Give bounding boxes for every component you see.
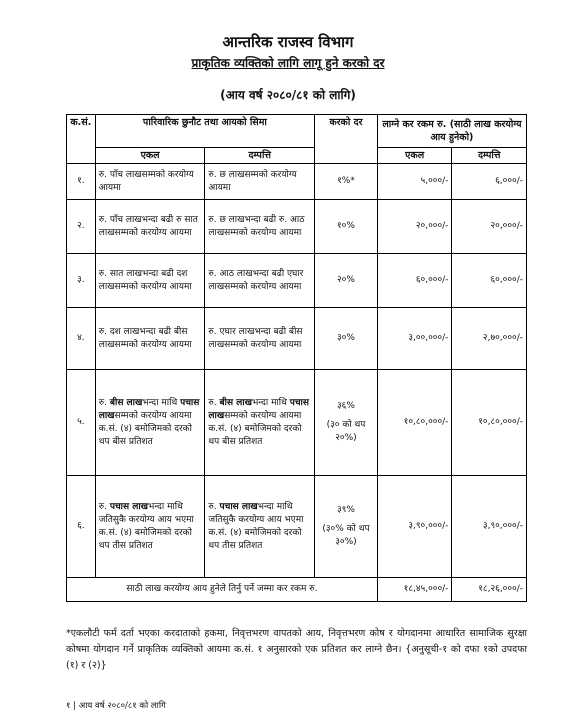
text: भन्दा माथि जतिसुकै करयोग्य आय भएमा क.सं. (४) बमोजिमको दरको थप तीस प्रतिशत bbox=[208, 501, 304, 551]
subheader-single-amount: एकल bbox=[377, 148, 452, 164]
total-row bbox=[67, 578, 527, 602]
row-single-amount: ३,००,०००/- bbox=[377, 308, 452, 370]
col-header-payable: लाग्ने कर रकम रु. (साठी लाख करयोग्य आय हुनेको) bbox=[377, 115, 526, 148]
bold-text: बीस लाख bbox=[219, 397, 252, 408]
row-couple-limit: रु. आठ लाखभन्दा बढी एघार लाखसम्मको करयोग्य आयमा bbox=[205, 254, 315, 308]
row-couple-limit: रु. छ लाखभन्दा बढी रु. आठ लाखसम्मको करयोग्य आयमा bbox=[205, 200, 315, 254]
subheader-couple: दम्पत्ति bbox=[205, 148, 315, 164]
table-row bbox=[67, 200, 527, 254]
page-footer: १ | आय वर्ष २०८०/८१ को लागि bbox=[66, 701, 166, 711]
text: भन्दा माथि bbox=[251, 397, 290, 408]
row-couple-amount: १०,८०,०००/- bbox=[452, 370, 527, 476]
table-row bbox=[67, 308, 527, 370]
row-rate bbox=[315, 476, 378, 578]
row-serial: ५. bbox=[67, 370, 96, 476]
rate-value: ३९% bbox=[337, 505, 355, 515]
row-couple-limit: रु. एघार लाखभन्दा बढी बीस लाखसम्मको करयोग्य आयमा bbox=[205, 308, 315, 370]
text: रु. bbox=[208, 397, 220, 408]
row-couple-limit bbox=[205, 476, 315, 578]
row-single-amount: ५,०००/- bbox=[377, 164, 452, 200]
rate-note: (३०% को थप ३०%) bbox=[322, 524, 370, 547]
page-subtitle: प्राकृतिक व्यक्तिको लागि लागू हुने करको दर bbox=[191, 56, 385, 70]
bold-text: पचास लाख bbox=[219, 501, 258, 512]
row-single-amount: ६०,०००/- bbox=[377, 254, 452, 308]
row-single-limit: रु. पाँच लाखसम्मको करयोग्य आयमा bbox=[95, 164, 205, 200]
row-couple-amount: ६,०००/- bbox=[452, 164, 527, 200]
col-header-serial: क.सं. bbox=[67, 115, 96, 164]
row-single-amount: १०,८०,०००/- bbox=[377, 370, 452, 476]
row-couple-amount: ३,९०,०००/- bbox=[452, 476, 527, 578]
row-couple-limit: रु. छ लाखसम्मको करयोग्य आयमा bbox=[205, 164, 315, 200]
row-serial: ४. bbox=[67, 308, 96, 370]
row-single-amount: २०,०००/- bbox=[377, 200, 452, 254]
row-rate: ३०% bbox=[315, 308, 378, 370]
text: रु. bbox=[98, 397, 110, 408]
row-single-amount: ३,९०,०००/- bbox=[377, 476, 452, 578]
row-single-limit: रु. सात लाखभन्दा बढी दश लाखसम्मको करयोग्य आयमा bbox=[95, 254, 205, 308]
table-row bbox=[67, 254, 527, 308]
total-couple-amount: १८,२६,०००/- bbox=[452, 578, 527, 602]
subheader-couple-amount: दम्पत्ति bbox=[452, 148, 527, 164]
table-row bbox=[67, 476, 527, 578]
row-couple-amount: २०,०००/- bbox=[452, 200, 527, 254]
total-label: साठी लाख करयोग्य आय हुनेले तिर्नु पर्ने जम्मा कर रकम रु. bbox=[67, 578, 378, 602]
text: रु. bbox=[98, 501, 110, 512]
bold-text: पचास लाख bbox=[98, 397, 200, 421]
fiscal-year: (आय वर्ष २०८०/८१ को लागि) bbox=[220, 88, 356, 102]
row-single-limit bbox=[95, 370, 205, 476]
total-single-amount: १८,४५,०००/- bbox=[377, 578, 452, 602]
table-row bbox=[67, 370, 527, 476]
row-rate: १%* bbox=[315, 164, 378, 200]
text: सम्मको करयोग्य आयमा क.सं. (४) बमोजिमको दरको थप बीस प्रतिशत bbox=[208, 410, 302, 447]
bold-text: पचास लाख bbox=[208, 397, 309, 421]
text: भन्दा माथि जतिसुकै करयोग्य आय भएमा क.सं. (४) बमोजिमको दरको थप तीस प्रतिशत bbox=[98, 501, 194, 551]
page-title: आन्तरिक राजस्व विभाग bbox=[222, 33, 354, 51]
bold-text: पचास लाख bbox=[109, 501, 149, 512]
row-rate: २०% bbox=[315, 254, 378, 308]
bold-text: बीस लाख bbox=[109, 397, 143, 408]
row-serial: ६. bbox=[67, 476, 96, 578]
tax-rate-table bbox=[66, 114, 527, 602]
table-row bbox=[67, 164, 527, 200]
text: भन्दा माथि bbox=[142, 397, 181, 408]
table-subheader-row bbox=[67, 148, 527, 164]
col-header-limit: पारिवारिक छुनौट तथा आयको सिमा bbox=[95, 115, 314, 148]
row-rate: १०% bbox=[315, 200, 378, 254]
row-couple-amount: ६०,०००/- bbox=[452, 254, 527, 308]
table-header-row bbox=[67, 115, 527, 148]
col-header-rate: करको दर bbox=[315, 115, 378, 164]
row-single-limit: रु. दश लाखभन्दा बढी बीस लाखसम्मको करयोग्य आयमा bbox=[95, 308, 205, 370]
text: रु. bbox=[208, 501, 220, 512]
row-serial: ३. bbox=[67, 254, 96, 308]
row-single-limit: रु. पाँच लाखभन्दा बढी रु सात लाखसम्मको करयोग्य आयमा bbox=[95, 200, 205, 254]
footnote: *एकलौटी फर्म दर्ता भएका करदाताको हकमा, निवृत्तभरण वापतको आय, निवृत्तभरण कोष र योगदानमा आधारित सामाजिक सुरक्षा कोषमा योगदान गर्ने प्राकृतिक व्यक्तिको आयमा क.सं. १ अनुसारको एक प्रतिशत कर लाग्ने छैन। {अनुसूची-१ को दफा १को उपदफा (१) र (२)} bbox=[66, 628, 527, 671]
subheader-single: एकल bbox=[95, 148, 205, 164]
row-serial: १. bbox=[67, 164, 96, 200]
row-couple-amount: २,७०,०००/- bbox=[452, 308, 527, 370]
row-rate bbox=[315, 370, 378, 476]
rate-note: (३० को थप २०%) bbox=[326, 420, 366, 443]
rate-value: ३६% bbox=[337, 401, 355, 411]
row-serial: २. bbox=[67, 200, 96, 254]
row-single-limit bbox=[95, 476, 205, 578]
row-couple-limit bbox=[205, 370, 315, 476]
text: सम्मको करयोग्य आयमा क.सं. (४) बमोजिमको दरको थप बीस प्रतिशत bbox=[98, 410, 192, 447]
